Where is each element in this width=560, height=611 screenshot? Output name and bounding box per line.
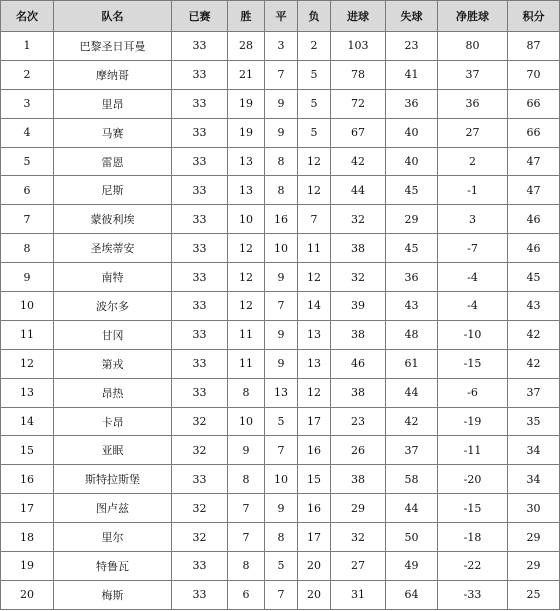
goals-for-cell: 32 — [331, 523, 386, 552]
goals-for-cell: 42 — [331, 147, 386, 176]
rank-cell: 6 — [1, 176, 54, 205]
table-body — [1, 32, 560, 610]
rank-cell: 4 — [1, 118, 54, 147]
goal-diff-cell: -19 — [438, 407, 508, 436]
team-name-cell: 梅斯 — [54, 580, 172, 609]
goals-against-cell: 44 — [386, 494, 438, 523]
lost-cell: 16 — [298, 436, 331, 465]
drawn-cell: 9 — [265, 118, 298, 147]
table-row — [1, 494, 560, 523]
team-name-cell: 蒙彼利埃 — [54, 205, 172, 234]
goals-against-cell: 42 — [386, 407, 438, 436]
won-cell: 8 — [228, 465, 265, 494]
table-row — [1, 32, 560, 61]
goals-for-cell: 38 — [331, 465, 386, 494]
team-name-cell: 图卢兹 — [54, 494, 172, 523]
played-cell: 33 — [172, 234, 228, 263]
team-name-cell: 斯特拉斯堡 — [54, 465, 172, 494]
header-rank: 名次 — [1, 1, 54, 32]
lost-cell: 15 — [298, 465, 331, 494]
lost-cell: 16 — [298, 494, 331, 523]
rank-cell: 9 — [1, 263, 54, 292]
table-row — [1, 292, 560, 321]
goals-for-cell: 67 — [331, 118, 386, 147]
played-cell: 33 — [172, 118, 228, 147]
won-cell: 10 — [228, 407, 265, 436]
won-cell: 8 — [228, 378, 265, 407]
played-cell: 33 — [172, 147, 228, 176]
drawn-cell: 7 — [265, 580, 298, 609]
table-row — [1, 263, 560, 292]
table-row — [1, 118, 560, 147]
rank-cell: 12 — [1, 349, 54, 378]
won-cell: 11 — [228, 349, 265, 378]
drawn-cell: 10 — [265, 465, 298, 494]
goals-against-cell: 50 — [386, 523, 438, 552]
team-name-cell: 波尔多 — [54, 292, 172, 321]
won-cell: 11 — [228, 320, 265, 349]
goals-against-cell: 49 — [386, 552, 438, 581]
points-cell: 87 — [508, 32, 560, 61]
rank-cell: 18 — [1, 523, 54, 552]
won-cell: 13 — [228, 176, 265, 205]
played-cell: 33 — [172, 89, 228, 118]
played-cell: 32 — [172, 523, 228, 552]
team-name-cell: 尼斯 — [54, 176, 172, 205]
table-row — [1, 552, 560, 581]
drawn-cell: 7 — [265, 436, 298, 465]
points-cell: 34 — [508, 436, 560, 465]
header-goals-against: 失球 — [386, 1, 438, 32]
rank-cell: 7 — [1, 205, 54, 234]
table-row — [1, 523, 560, 552]
goals-for-cell: 78 — [331, 60, 386, 89]
team-name-cell: 昂热 — [54, 378, 172, 407]
goals-for-cell: 38 — [331, 320, 386, 349]
goals-against-cell: 43 — [386, 292, 438, 321]
drawn-cell: 9 — [265, 494, 298, 523]
header-played: 已赛 — [172, 1, 228, 32]
rank-cell: 3 — [1, 89, 54, 118]
team-name-cell: 巴黎圣日耳曼 — [54, 32, 172, 61]
drawn-cell: 8 — [265, 523, 298, 552]
goals-against-cell: 45 — [386, 234, 438, 263]
played-cell: 32 — [172, 407, 228, 436]
rank-cell: 8 — [1, 234, 54, 263]
header-team: 队名 — [54, 1, 172, 32]
goal-diff-cell: 36 — [438, 89, 508, 118]
won-cell: 8 — [228, 552, 265, 581]
rank-cell: 5 — [1, 147, 54, 176]
table-row — [1, 89, 560, 118]
goals-against-cell: 44 — [386, 378, 438, 407]
lost-cell: 20 — [298, 552, 331, 581]
won-cell: 12 — [228, 263, 265, 292]
goals-against-cell: 36 — [386, 89, 438, 118]
points-cell: 30 — [508, 494, 560, 523]
won-cell: 19 — [228, 89, 265, 118]
lost-cell: 5 — [298, 89, 331, 118]
points-cell: 42 — [508, 349, 560, 378]
goal-diff-cell: -10 — [438, 320, 508, 349]
drawn-cell: 3 — [265, 32, 298, 61]
drawn-cell: 9 — [265, 349, 298, 378]
rank-cell: 19 — [1, 552, 54, 581]
rank-cell: 13 — [1, 378, 54, 407]
played-cell: 32 — [172, 436, 228, 465]
won-cell: 12 — [228, 292, 265, 321]
header-goals-for: 进球 — [331, 1, 386, 32]
goal-diff-cell: -18 — [438, 523, 508, 552]
goal-diff-cell: -33 — [438, 580, 508, 609]
goal-diff-cell: 27 — [438, 118, 508, 147]
points-cell: 29 — [508, 523, 560, 552]
table-row — [1, 465, 560, 494]
goal-diff-cell: 3 — [438, 205, 508, 234]
goals-for-cell: 32 — [331, 205, 386, 234]
lost-cell: 14 — [298, 292, 331, 321]
goals-against-cell: 41 — [386, 60, 438, 89]
goal-diff-cell: -4 — [438, 292, 508, 321]
lost-cell: 2 — [298, 32, 331, 61]
header-drawn: 平 — [265, 1, 298, 32]
goals-for-cell: 46 — [331, 349, 386, 378]
lost-cell: 12 — [298, 147, 331, 176]
lost-cell: 12 — [298, 176, 331, 205]
team-name-cell: 雷恩 — [54, 147, 172, 176]
lost-cell: 12 — [298, 378, 331, 407]
goal-diff-cell: -20 — [438, 465, 508, 494]
lost-cell: 17 — [298, 523, 331, 552]
points-cell: 46 — [508, 234, 560, 263]
goal-diff-cell: -7 — [438, 234, 508, 263]
team-name-cell: 马赛 — [54, 118, 172, 147]
won-cell: 28 — [228, 32, 265, 61]
goals-against-cell: 36 — [386, 263, 438, 292]
played-cell: 33 — [172, 176, 228, 205]
played-cell: 33 — [172, 552, 228, 581]
table-row — [1, 436, 560, 465]
points-cell: 70 — [508, 60, 560, 89]
lost-cell: 5 — [298, 60, 331, 89]
team-name-cell: 摩纳哥 — [54, 60, 172, 89]
drawn-cell: 8 — [265, 147, 298, 176]
goals-for-cell: 38 — [331, 234, 386, 263]
points-cell: 43 — [508, 292, 560, 321]
points-cell: 66 — [508, 118, 560, 147]
team-name-cell: 第戎 — [54, 349, 172, 378]
rank-cell: 2 — [1, 60, 54, 89]
points-cell: 34 — [508, 465, 560, 494]
won-cell: 9 — [228, 436, 265, 465]
rank-cell: 10 — [1, 292, 54, 321]
drawn-cell: 16 — [265, 205, 298, 234]
drawn-cell: 7 — [265, 292, 298, 321]
lost-cell: 13 — [298, 349, 331, 378]
team-name-cell: 甘冈 — [54, 320, 172, 349]
table-row — [1, 176, 560, 205]
played-cell: 33 — [172, 60, 228, 89]
played-cell: 33 — [172, 320, 228, 349]
rank-cell: 11 — [1, 320, 54, 349]
header-won: 胜 — [228, 1, 265, 32]
goals-against-cell: 58 — [386, 465, 438, 494]
rank-cell: 14 — [1, 407, 54, 436]
table-row — [1, 205, 560, 234]
goals-for-cell: 39 — [331, 292, 386, 321]
played-cell: 33 — [172, 205, 228, 234]
rank-cell: 20 — [1, 580, 54, 609]
lost-cell: 5 — [298, 118, 331, 147]
goal-diff-cell: -1 — [438, 176, 508, 205]
lost-cell: 7 — [298, 205, 331, 234]
points-cell: 47 — [508, 147, 560, 176]
points-cell: 37 — [508, 378, 560, 407]
played-cell: 32 — [172, 494, 228, 523]
drawn-cell: 5 — [265, 552, 298, 581]
header-lost: 负 — [298, 1, 331, 32]
goals-against-cell: 64 — [386, 580, 438, 609]
table-row — [1, 580, 560, 609]
team-name-cell: 亚眠 — [54, 436, 172, 465]
lost-cell: 13 — [298, 320, 331, 349]
goals-against-cell: 23 — [386, 32, 438, 61]
drawn-cell: 8 — [265, 176, 298, 205]
played-cell: 33 — [172, 349, 228, 378]
played-cell: 33 — [172, 580, 228, 609]
drawn-cell: 13 — [265, 378, 298, 407]
goals-for-cell: 29 — [331, 494, 386, 523]
goal-diff-cell: -11 — [438, 436, 508, 465]
table-row — [1, 147, 560, 176]
header-row — [1, 1, 560, 32]
goal-diff-cell: 37 — [438, 60, 508, 89]
played-cell: 33 — [172, 378, 228, 407]
goals-against-cell: 40 — [386, 118, 438, 147]
goal-diff-cell: -6 — [438, 378, 508, 407]
goals-for-cell: 27 — [331, 552, 386, 581]
team-name-cell: 卡昂 — [54, 407, 172, 436]
drawn-cell: 5 — [265, 407, 298, 436]
drawn-cell: 10 — [265, 234, 298, 263]
points-cell: 25 — [508, 580, 560, 609]
header-goal-diff: 净胜球 — [438, 1, 508, 32]
points-cell: 35 — [508, 407, 560, 436]
lost-cell: 20 — [298, 580, 331, 609]
team-name-cell: 南特 — [54, 263, 172, 292]
goals-for-cell: 103 — [331, 32, 386, 61]
goal-diff-cell: 80 — [438, 32, 508, 61]
goals-for-cell: 23 — [331, 407, 386, 436]
table-row — [1, 234, 560, 263]
goals-for-cell: 72 — [331, 89, 386, 118]
goals-for-cell: 32 — [331, 263, 386, 292]
goals-against-cell: 29 — [386, 205, 438, 234]
won-cell: 21 — [228, 60, 265, 89]
rank-cell: 17 — [1, 494, 54, 523]
drawn-cell: 9 — [265, 320, 298, 349]
won-cell: 7 — [228, 494, 265, 523]
lost-cell: 11 — [298, 234, 331, 263]
goals-for-cell: 26 — [331, 436, 386, 465]
goal-diff-cell: -15 — [438, 494, 508, 523]
goals-for-cell: 44 — [331, 176, 386, 205]
team-name-cell: 特鲁瓦 — [54, 552, 172, 581]
drawn-cell: 9 — [265, 89, 298, 118]
team-name-cell: 圣埃蒂安 — [54, 234, 172, 263]
goals-against-cell: 61 — [386, 349, 438, 378]
won-cell: 13 — [228, 147, 265, 176]
goal-diff-cell: -4 — [438, 263, 508, 292]
goals-for-cell: 31 — [331, 580, 386, 609]
played-cell: 33 — [172, 292, 228, 321]
team-name-cell: 里尔 — [54, 523, 172, 552]
table-row — [1, 320, 560, 349]
points-cell: 47 — [508, 176, 560, 205]
won-cell: 10 — [228, 205, 265, 234]
header-points: 积分 — [508, 1, 560, 32]
goals-against-cell: 37 — [386, 436, 438, 465]
won-cell: 6 — [228, 580, 265, 609]
goal-diff-cell: 2 — [438, 147, 508, 176]
rank-cell: 15 — [1, 436, 54, 465]
goals-against-cell: 48 — [386, 320, 438, 349]
points-cell: 46 — [508, 205, 560, 234]
drawn-cell: 9 — [265, 263, 298, 292]
points-cell: 66 — [508, 89, 560, 118]
table-row — [1, 349, 560, 378]
won-cell: 12 — [228, 234, 265, 263]
team-name-cell: 里昂 — [54, 89, 172, 118]
played-cell: 33 — [172, 465, 228, 494]
goal-diff-cell: -15 — [438, 349, 508, 378]
goals-against-cell: 45 — [386, 176, 438, 205]
won-cell: 19 — [228, 118, 265, 147]
lost-cell: 12 — [298, 263, 331, 292]
points-cell: 42 — [508, 320, 560, 349]
table-row — [1, 407, 560, 436]
points-cell: 29 — [508, 552, 560, 581]
played-cell: 33 — [172, 32, 228, 61]
goal-diff-cell: -22 — [438, 552, 508, 581]
goals-against-cell: 40 — [386, 147, 438, 176]
table-row — [1, 378, 560, 407]
won-cell: 7 — [228, 523, 265, 552]
table-row — [1, 60, 560, 89]
rank-cell: 16 — [1, 465, 54, 494]
lost-cell: 17 — [298, 407, 331, 436]
played-cell: 33 — [172, 263, 228, 292]
rank-cell: 1 — [1, 32, 54, 61]
drawn-cell: 7 — [265, 60, 298, 89]
points-cell: 45 — [508, 263, 560, 292]
goals-for-cell: 38 — [331, 378, 386, 407]
